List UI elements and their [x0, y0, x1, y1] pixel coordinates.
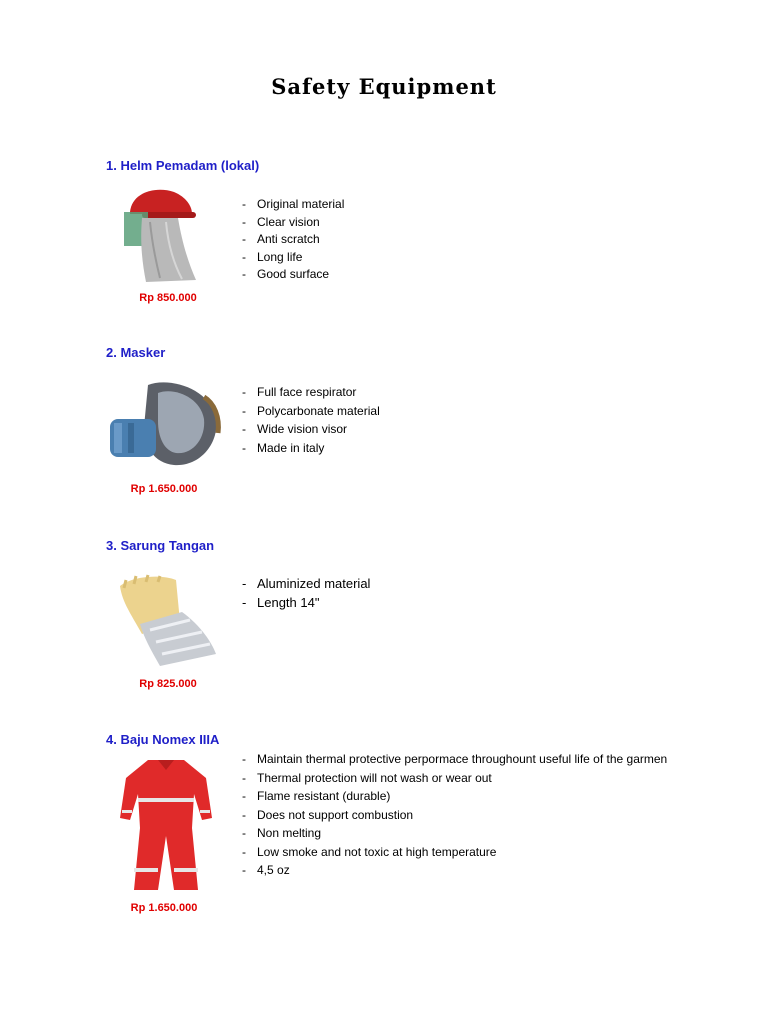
product-price: Rp 1.650.000	[130, 483, 198, 495]
feature-item: - Low smoke and not toxic at high temperature	[242, 843, 672, 862]
feature-item: - Wide vision visor	[242, 420, 380, 439]
feature-item: - Maintain thermal protective perpormace throughount useful life of the garmen	[242, 750, 672, 769]
helmet-icon	[116, 182, 200, 288]
gas-mask-icon	[108, 377, 224, 473]
product-heading: 3. Sarung Tangan	[106, 538, 215, 553]
feature-item: - Original material	[242, 196, 344, 214]
feature-item: - Does not support combustion	[242, 806, 672, 825]
feature-item: - Full face respirator	[242, 383, 380, 402]
feature-list	[242, 383, 380, 457]
feature-item: - Thermal protection will not wash or wear out	[242, 769, 672, 788]
feature-item: - Flame resistant (durable)	[242, 787, 672, 806]
feature-item: - Long life	[242, 249, 344, 267]
feature-list	[242, 196, 344, 284]
product-heading: 1. Helm Pemadam (lokal)	[106, 158, 260, 173]
feature-item: - Made in italy	[242, 439, 380, 458]
feature-item: - Aluminized material	[242, 574, 370, 593]
feature-item: - Anti scratch	[242, 231, 344, 249]
feature-item: - Clear vision	[242, 214, 344, 232]
coverall-icon	[118, 758, 214, 894]
feature-list	[242, 750, 672, 880]
feature-item: - 4,5 oz	[242, 861, 672, 880]
feature-item: - Polycarbonate material	[242, 402, 380, 421]
product-price: Rp 1.650.000	[130, 902, 198, 914]
feature-item: - Length 14"	[242, 593, 370, 612]
product-heading: 2. Masker	[106, 345, 166, 360]
glove-icon	[112, 572, 220, 668]
feature-item: - Non melting	[242, 824, 672, 843]
product-price: Rp 850.000	[139, 292, 197, 304]
feature-list	[242, 574, 370, 612]
product-price: Rp 825.000	[139, 678, 197, 690]
page-title: Safety Equipment	[271, 74, 497, 99]
feature-item: - Good surface	[242, 266, 344, 284]
product-heading: 4. Baju Nomex IIIA	[106, 732, 220, 747]
